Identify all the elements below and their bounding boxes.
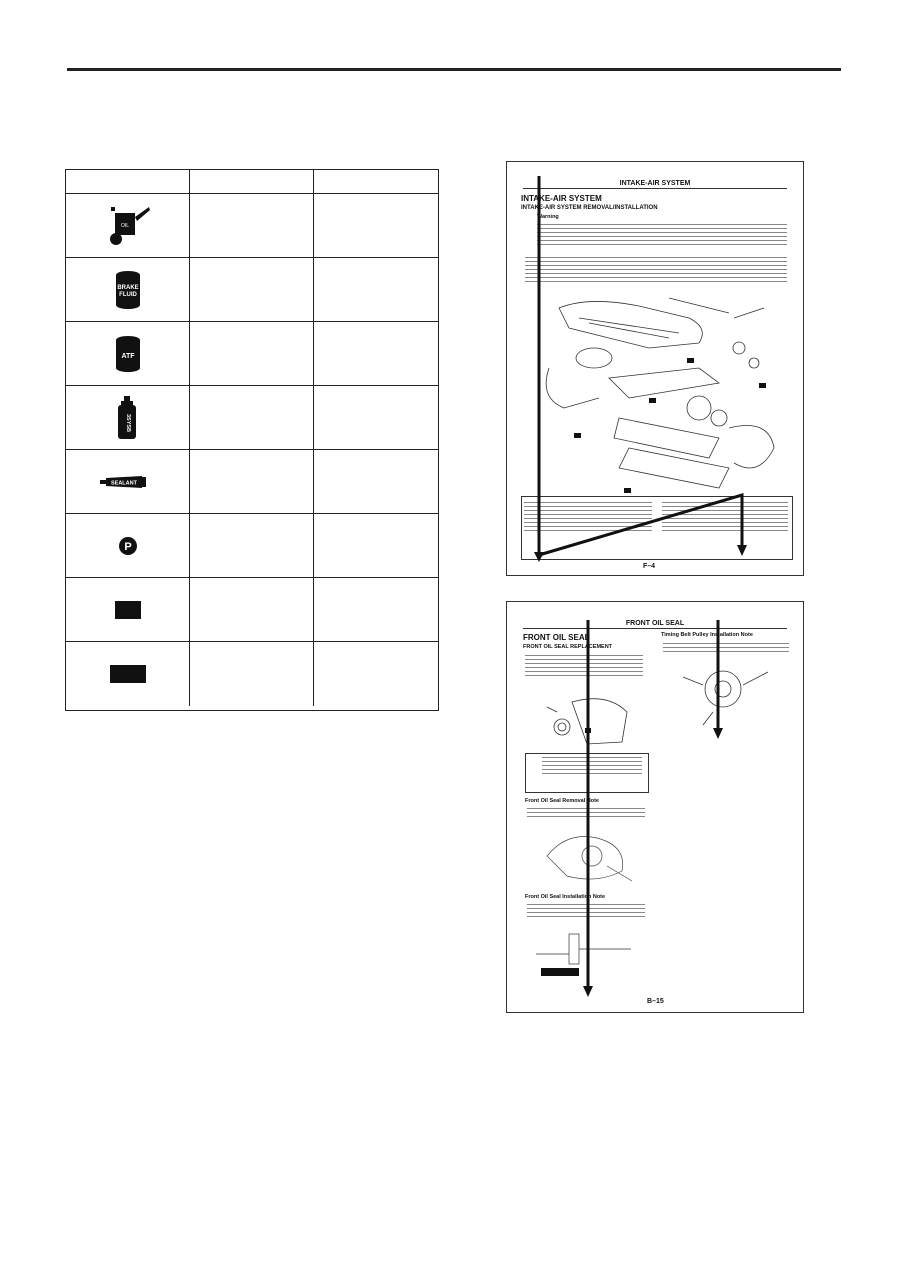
svg-text:BRAKE: BRAKE: [116, 284, 139, 291]
arrowhead: [737, 545, 747, 556]
section-heading: INTAKE-AIR SYSTEM: [521, 194, 602, 203]
section-subheading: INTAKE-AIR SYSTEM REMOVAL/INSTALLATION: [521, 205, 658, 211]
svg-text:SEALANT: SEALANT: [110, 480, 137, 486]
removal-note-heading: Front Oil Seal Removal Note: [525, 798, 599, 804]
reading-arrow-column2: [539, 495, 742, 555]
svg-text:P: P: [123, 540, 132, 553]
page-number: B–15: [647, 998, 664, 1005]
arrowhead: [583, 986, 593, 997]
page-number: F–4: [643, 563, 656, 570]
svg-text:ATF: ATF: [120, 352, 135, 360]
page-title: FRONT OIL SEAL: [523, 620, 787, 629]
installation-note-heading: Front Oil Seal Installation Note: [525, 894, 606, 900]
svg-text:3SYSB: 3SYSB: [124, 413, 131, 432]
arrowhead: [713, 728, 723, 739]
arrowhead: [534, 552, 544, 562]
page-title: INTAKE-AIR SYSTEM: [523, 180, 787, 189]
svg-text:OIL: OIL: [120, 222, 129, 229]
section-subheading: FRONT OIL SEAL REPLACEMENT: [523, 644, 613, 650]
svg-text:FLUID: FLUID: [118, 291, 137, 298]
section-heading: FRONT OIL SEAL: [523, 633, 590, 642]
right-heading: Timing Belt Pulley Installation Note: [661, 632, 753, 638]
warning-label: Warning: [537, 214, 559, 220]
